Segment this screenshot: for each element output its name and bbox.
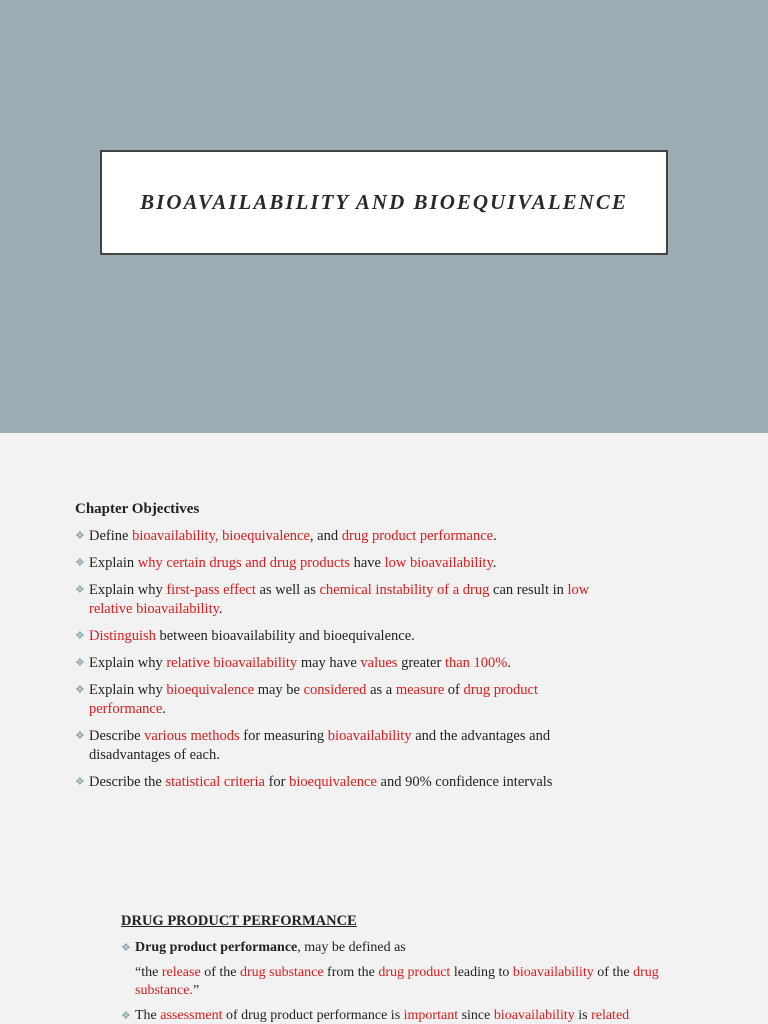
text-segment: drug substance [239, 965, 324, 980]
text-segment: as a [366, 682, 396, 698]
text-segment: and 90% confidence intervals [376, 774, 553, 790]
text-segment: various methods [144, 728, 240, 744]
text-segment: have [349, 555, 385, 571]
text-segment: important [403, 1008, 459, 1023]
text-segment: . [492, 555, 497, 571]
text-segment: is [574, 1008, 592, 1023]
diamond-bullet-icon: ❖ [75, 630, 85, 642]
text-segment: than 100% [444, 655, 508, 671]
text-segment: of [444, 682, 464, 698]
text-segment: low bioavailability [384, 555, 493, 571]
text-segment: can result in [489, 582, 568, 598]
dpp-item [121, 1007, 661, 1024]
text-segment: , and [309, 528, 342, 544]
diamond-bullet-icon: ❖ [75, 730, 85, 742]
diamond-bullet-icon: ❖ [75, 557, 85, 569]
text-segment: , may be defined as [297, 940, 406, 955]
text-segment: . [507, 655, 511, 671]
text-segment: Explain why [89, 582, 167, 598]
text-segment: bioequivalence [166, 682, 255, 698]
text-segment: and the advantages and disadvantages of each. [89, 728, 551, 763]
objective-item [75, 527, 615, 546]
text-segment: may be [254, 682, 304, 698]
text-segment: of the [200, 965, 240, 980]
text-segment: values [360, 655, 398, 671]
text-segment: ” [192, 983, 200, 998]
objective-item [75, 654, 615, 673]
text-segment: as well as [255, 582, 320, 598]
text-segment: measure [395, 682, 445, 698]
diamond-bullet-icon: ❖ [75, 584, 85, 596]
objectives-slide [0, 433, 768, 1024]
text-segment: Explain why [89, 655, 167, 671]
dpp-item [121, 939, 661, 957]
text-segment: for [264, 774, 290, 790]
text-segment: Explain why [89, 682, 167, 698]
text-segment: drug product performance [341, 528, 494, 544]
objective-item [75, 773, 615, 792]
text-segment: Describe [89, 728, 145, 744]
text-segment: bioequivalence [289, 774, 377, 790]
text-segment: . [162, 701, 166, 717]
text-segment: considered [303, 682, 367, 698]
objectives-heading: Chapter Objectives [75, 501, 200, 517]
dpp-list [121, 939, 661, 1024]
title-slide [0, 0, 768, 433]
text-segment: may have [297, 655, 361, 671]
text-segment: Describe the [89, 774, 166, 790]
text-segment: “the [135, 965, 162, 980]
objective-item [75, 681, 615, 719]
diamond-bullet-icon: ❖ [75, 684, 85, 696]
text-segment: bioavailability [512, 965, 594, 980]
text-segment: from the [323, 965, 379, 980]
text-segment: low relative bioavailability [89, 582, 590, 617]
text-segment: assessment [160, 1008, 223, 1023]
text-segment: drug product [378, 965, 451, 980]
text-segment: statistical criteria [165, 774, 265, 790]
text-segment: bioavailability [327, 728, 412, 744]
diamond-bullet-icon: ❖ [75, 657, 85, 669]
text-segment: release [161, 965, 201, 980]
objective-item [75, 727, 615, 765]
text-segment: bioavailability, bioequivalence [132, 528, 310, 544]
text-segment: since [458, 1008, 494, 1023]
text-segment: why certain drugs and drug products [137, 555, 350, 571]
text-segment: . [218, 601, 223, 617]
text-segment: for measuring [239, 728, 328, 744]
text-segment: . [493, 528, 497, 544]
objective-item [75, 627, 615, 646]
objectives-list [75, 527, 615, 800]
text-segment: Drug product performance [135, 940, 298, 955]
text-segment: The [135, 1008, 161, 1023]
text-segment: Explain [89, 555, 138, 571]
text-segment: between bioavailability and bioequivalence. [155, 628, 415, 644]
text-segment: greater [397, 655, 445, 671]
text-segment: Define [89, 528, 133, 544]
text-segment: leading to [450, 965, 513, 980]
text-segment: drug substance. [135, 965, 659, 998]
text-segment: drug product performance [89, 682, 538, 717]
text-segment: bioavailability [493, 1008, 575, 1023]
text-segment: of drug product performance is [222, 1008, 404, 1023]
text-segment: first-pass effect [166, 582, 256, 598]
slide-title: BIOAVAILABILITY AND BIOEQUIVALENCE [140, 190, 628, 214]
text-segment: Distinguish [89, 628, 156, 644]
objective-item [75, 554, 615, 573]
diamond-bullet-icon: ❖ [121, 942, 131, 954]
dpp-heading: DRUG PRODUCT PERFORMANCE [121, 913, 357, 929]
objective-item [75, 581, 615, 619]
text-segment: chemical instability of a drug [319, 582, 490, 598]
diamond-bullet-icon: ❖ [75, 530, 85, 542]
text-segment: related [591, 1008, 630, 1023]
diamond-bullet-icon: ❖ [75, 776, 85, 788]
title-box [100, 150, 668, 255]
text-segment: relative bioavailability [166, 655, 298, 671]
diamond-bullet-icon: ❖ [121, 1010, 131, 1022]
dpp-quote [121, 964, 661, 1000]
text-segment: of the [593, 965, 634, 980]
